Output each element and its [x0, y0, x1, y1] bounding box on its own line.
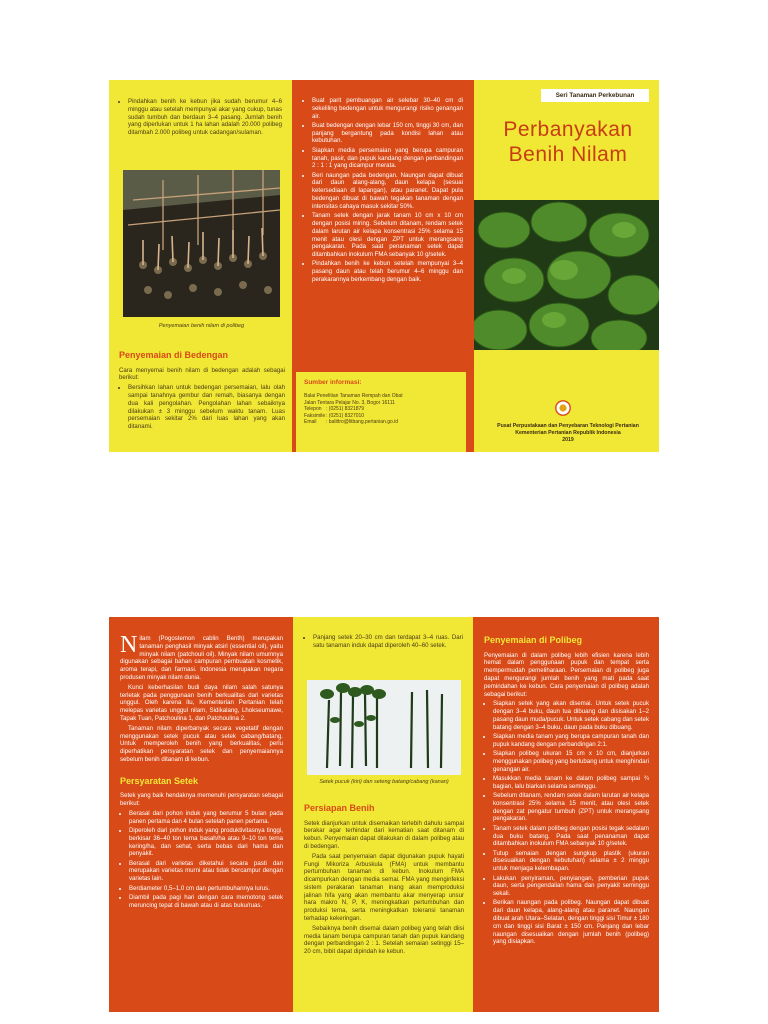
cuttings-illustration [307, 680, 461, 775]
list-item: • Buat parit pembuangan air selebar 30–40 cm di sekeliling bedengan untuk mengurangi risiko genangan air. [312, 97, 463, 120]
cover-title-line2: Benih Nilam [508, 143, 628, 167]
list-item: • Diambil pada pagi hari dengan cara memotong setek meruncing tepat di bawah atau di atas buku/ruas. [129, 894, 283, 910]
patchouli-plant-photo [474, 200, 659, 350]
source-email-row [304, 419, 458, 426]
publication-year: 2019 [562, 436, 574, 443]
list-item: • Berikan naungan pada polibeg. Naungan dapat dibuat dari daun kelapa, alang-alang atau paranet. Naungan dibuat arah Utara–Selatan, dengan tinggi sisi Timur ± 180 cm dan tinggi sisi Barat ± 150 cm. Panjang dan lebar naungan disesuaikan dengan jumlah benih (polibeg) yang disiapkan. [493, 899, 649, 946]
polibeg-intro: Penyemaian di dalam polibeg lebih efisien karena lebih hemat dalam penggunaan pupuk dan tempat serta mempermudah pemeliharaan. Persemaian di polibeg juga dapat mengurangi jumlah benih yang mati pada saat pemindahan ke kebun. Cara penyemaian di polibeg adalah sebagai berikut: [484, 651, 649, 698]
source-info-box [296, 372, 466, 452]
list-item: • Berasal dari varietas diketahui secara pasti dan merupakan varietas murni atau tidak bercampur dengan varietas lain. [129, 860, 283, 883]
list-item: • Pindahkan benih ke kebun jika sudah berumur 4–6 minggu atau setelah mempunyai akar yang cukup, tunas sudah tumbuh dan berdaun 3–4 pasang. Jumlah benih yang diperlukan untuk 1 ha lahan adalah 20.000 polibeg ditambah 2.000 polibeg untuk cadangan/sulaman. [128, 98, 282, 137]
section-title: Persiapan Benih [304, 803, 375, 813]
list-item: • Siapkan polibeg ukuran 15 cm x 10 cm, dianjurkan menggunakan polibeg yang berlubang untuk menghindari genangan air. [493, 750, 649, 773]
list-item: • Berasal dari pohon induk yang berumur 5 bulan pada panen pertama dan 4 bulan setelah panen pertama. [129, 810, 283, 826]
phone-value: : (0251) 8321879 [326, 406, 365, 413]
seedbed-photo [123, 170, 280, 317]
intro-paragraph-1 [120, 632, 283, 682]
top-left-bullets [119, 98, 282, 137]
list-item: • Berdiameter 0,5–1,0 cm dan pertumbuhannya lurus. [129, 885, 283, 893]
setek-length-list [304, 634, 463, 650]
email-value: : balittro@litbang.pertanian.go.id [326, 419, 399, 426]
publisher-line1: Pusat Perpustakaan dan Penyebaran Teknologi Pertanian [497, 423, 639, 429]
list-item: • Tanam setek dengan jarak tanam 10 cm x 10 cm dengan posisi miring. Sebelum ditanam, rendam setek dalam larutan air kelapa konsentrasi 25% selama 15 menit atau olesi dengan ZPT untuk merangsang pengakaran. Pada saat penanaman setek dapat ditambahkan inokulum FMA sebanyak 10 g/setek. [312, 212, 463, 259]
list-item: • Masukkan media tanam ke dalam polibeg sampai ¾ bagian, lalu biarkan selama seminggu. [493, 775, 649, 791]
intro-paragraph-3: Tanaman nilam diperbanyak secara vegetatif dengan menggunakan setek pucuk atau setek cabang/batang. Untuk memperoleh benih yang berkualitas, perlu diperhatikan persyaratan setek dan penyemaiannya sebelum benih ditanam di kebun. [120, 724, 283, 763]
publisher-line2: Kementerian Pertanian Republik Indonesia [515, 429, 621, 436]
list-item: • Siapkan setek yang akan disemai. Untuk setek pucuk dengan 3–4 buku, daun tua dibuang dan disisakan 1–2 pasang daun muda/pucuk. Untuk setek cabang dan setek batang dengan 3–4 buku, daun pada buku dibuang. [493, 700, 649, 731]
list-item: • Tutup semaian dengan sungkup plastik (ukuran disesuaikan dengan kebutuhan) selama ± 2 minggu untuk menjaga kelembapan. [493, 850, 649, 873]
cover-title [478, 117, 658, 167]
cuttings-photo-caption: Setek pucuk (kiri) dan seteng batang/cabang (kanan) [319, 779, 449, 785]
fax-label: Faksimile [304, 412, 326, 419]
setek-requirements-list [120, 810, 283, 910]
list-item: • Buat bedengan dengan lebar 150 cm, tinggi 30 cm, dan panjang bergantung pada kondisi lahan atau kebutuhan. [312, 122, 463, 145]
persiapan-section [304, 795, 464, 958]
section-title: Persyaratan Setek [120, 775, 199, 786]
publisher-block [478, 423, 658, 443]
bottom-left-panel [109, 617, 293, 1012]
bottom-right-panel [473, 617, 659, 1012]
list-item: • Lakukan penyiraman, penyiangan, pemberian pupuk daun, serta pengendalian hama dan penyakit seminggu sekali. [493, 875, 649, 898]
seedbed-photo-illustration [123, 170, 280, 317]
bedengan-section [119, 342, 285, 432]
section-title: Penyemaian di Bedengan [119, 350, 229, 360]
polibeg-steps-list [484, 700, 649, 946]
list-item: • Siapkan media persemaian yang berupa campuran tanah, pasir, dan pupuk kandang dengan perbandingan 2 : 1 : 1 yang dicampur merata. [312, 147, 463, 170]
source-title: Sumber informasi: [304, 379, 362, 386]
series-badge: Seri Tanaman Perkebunan [541, 89, 649, 102]
drop-cap: N [120, 632, 138, 658]
list-item: • Siapkan media tanam yang berupa campuran tanah dan pupuk kandang dengan perbandingan 2:1. [493, 733, 649, 749]
section-title: Penyemaian di Polibeg [484, 635, 583, 645]
source-address: Jalan Tentara Pelajar No. 3, Bogor 16111 [304, 399, 395, 406]
list-item: • Pindahkan benih ke kebun setelah mempunyai 3–4 pasang daun atau telah berumur 4–6 minggu dan perakarannya berkembang dengan baik. [312, 260, 463, 283]
bedengan-bullets [119, 384, 285, 431]
section-intro: Setek yang baik hendaknya memenuhi persyaratan sebagai berikut: [120, 792, 283, 808]
list-item: • Bersihkan lahan untuk bedengan persemaian, lalu olah sampai tanahnya gembur dan remah, biasanya dengan dua kali pengolahan. Pengolahan lahan sebaiknya dilakukan ± 3 minggu sebelum waktu tanam. Luas persemaian sekitar 2% dari luas lahan yang akan ditanami. [128, 384, 285, 431]
list-item: • Sebelum ditanam, rendam setek dalam larutan air kelapa konsentrasi 25% selama 15 menit, atau olesi setek dengan zat pengatur tumbuh (ZPT) untuk merangsang pengakaran. [493, 792, 649, 823]
section-intro: Cara menyemai benih nilam di bedengan adalah sebagai berikut: [119, 366, 285, 382]
cuttings-photo [307, 680, 461, 775]
cover-title-line1: Perbanyakan [503, 118, 633, 141]
patchouli-leaves-illustration [474, 200, 659, 350]
persiapan-paragraph-3: Sebaiknya benih disemai dalam polibeg yang telah diisi media tanam berupa campuran tanah dan pupuk kandang dengan perbandingan 2 : 1. Setelah semaian setinggi 15–20 cm, bibit dapat dipindah ke kebun. [304, 924, 464, 956]
list-item: • Tanam setek dalam polibeg dengan posisi tegak sedalam dua buku batang. Pada saat penanaman dapat ditambahkan inokulum FMA sebanyak 10 g/setek. [493, 825, 649, 848]
intro-text: ilam (Pogostemon cablin Benth) merupakan tanaman penghasil minyak atsiri (essential oil), yaitu minyak nilam (patchouli oil). Minyak nilam umumnya digunakan sebagai bahan campuran pembuatan kosmetik, aroma terapi, dan farmasi. Indonesia merupakan negara produsen minyak nilam dunia. [120, 635, 283, 681]
fax-value: : (0251) 8327010 [326, 412, 365, 419]
top-middle-bullets [303, 97, 463, 284]
persiapan-paragraph-2: Pada saat penyemaian dapat digunakan pupuk hayati Fungi Mikoriza Arbuskula (FMA) untuk membantu pertumbuhan tanaman di kebun. Inokulum FMA dicampurkan dengan media semai. FMA yang menginfeksi sistem perakaran tanaman inang akan memproduksi jalinan hifa yang akan membantu akar menyerap unsur hara makro N, P, K, meningkatkan pertumbuhan dan produksi terna, serta meningkatkan toleransi tanaman terhadap kekeringan. [304, 852, 464, 923]
intro-paragraph-2: Kunci keberhasilan budi daya nilam salah satunya terletak pada penggunaan benih berkualitas dari varietas unggul. Oleh karena itu, Kementerian Pertanian telah melepas varietas unggul nilam, Sidikalang, Lhokseumawe, Tapak Tuan, Patchoulina 1, dan Patchoulina 2. [120, 683, 283, 722]
persiapan-paragraph-1: Setek dianjurkan untuk disemaikan terlebih dahulu sampai berakar agar terhindar dari kematian saat ditanam di kebun. Penyemaian dapat dilakukan di dalam polibeg atau di bedengan. [304, 819, 464, 850]
ministry-logo-icon [555, 400, 571, 416]
list-item: • Panjang setek 20–30 cm dan terdapat 3–4 ruas. Dari satu tanaman induk dapat diperoleh 40–60 setek. [313, 634, 463, 650]
source-institution: Balai Penelitian Tanaman Rempah dan Obat [304, 393, 403, 400]
seedbed-photo-caption: Penyemaian benih nilam di polibeg [158, 323, 245, 329]
list-item: • Diperoleh dari pohon induk yang produktivitasnya tinggi, berkisar 36–40 ton terna basah/ha atau 9–10 ton terna kering/ha, dan sehat, serta bebas dari hama dan penyakit. [129, 827, 283, 858]
list-item: • Beri naungan pada bedengan. Naungan dapat dibuat dari daun alang-alang, daun kelapa (sesuai ketersediaan di lapangan), atau paranet. Dapat pula bedengan dibuat di bawah tegakan tanaman dengan intensitas cahaya masuk sekitar 50%. [312, 172, 463, 211]
phone-label: Telepon [304, 406, 322, 413]
email-label: Email [304, 419, 317, 426]
